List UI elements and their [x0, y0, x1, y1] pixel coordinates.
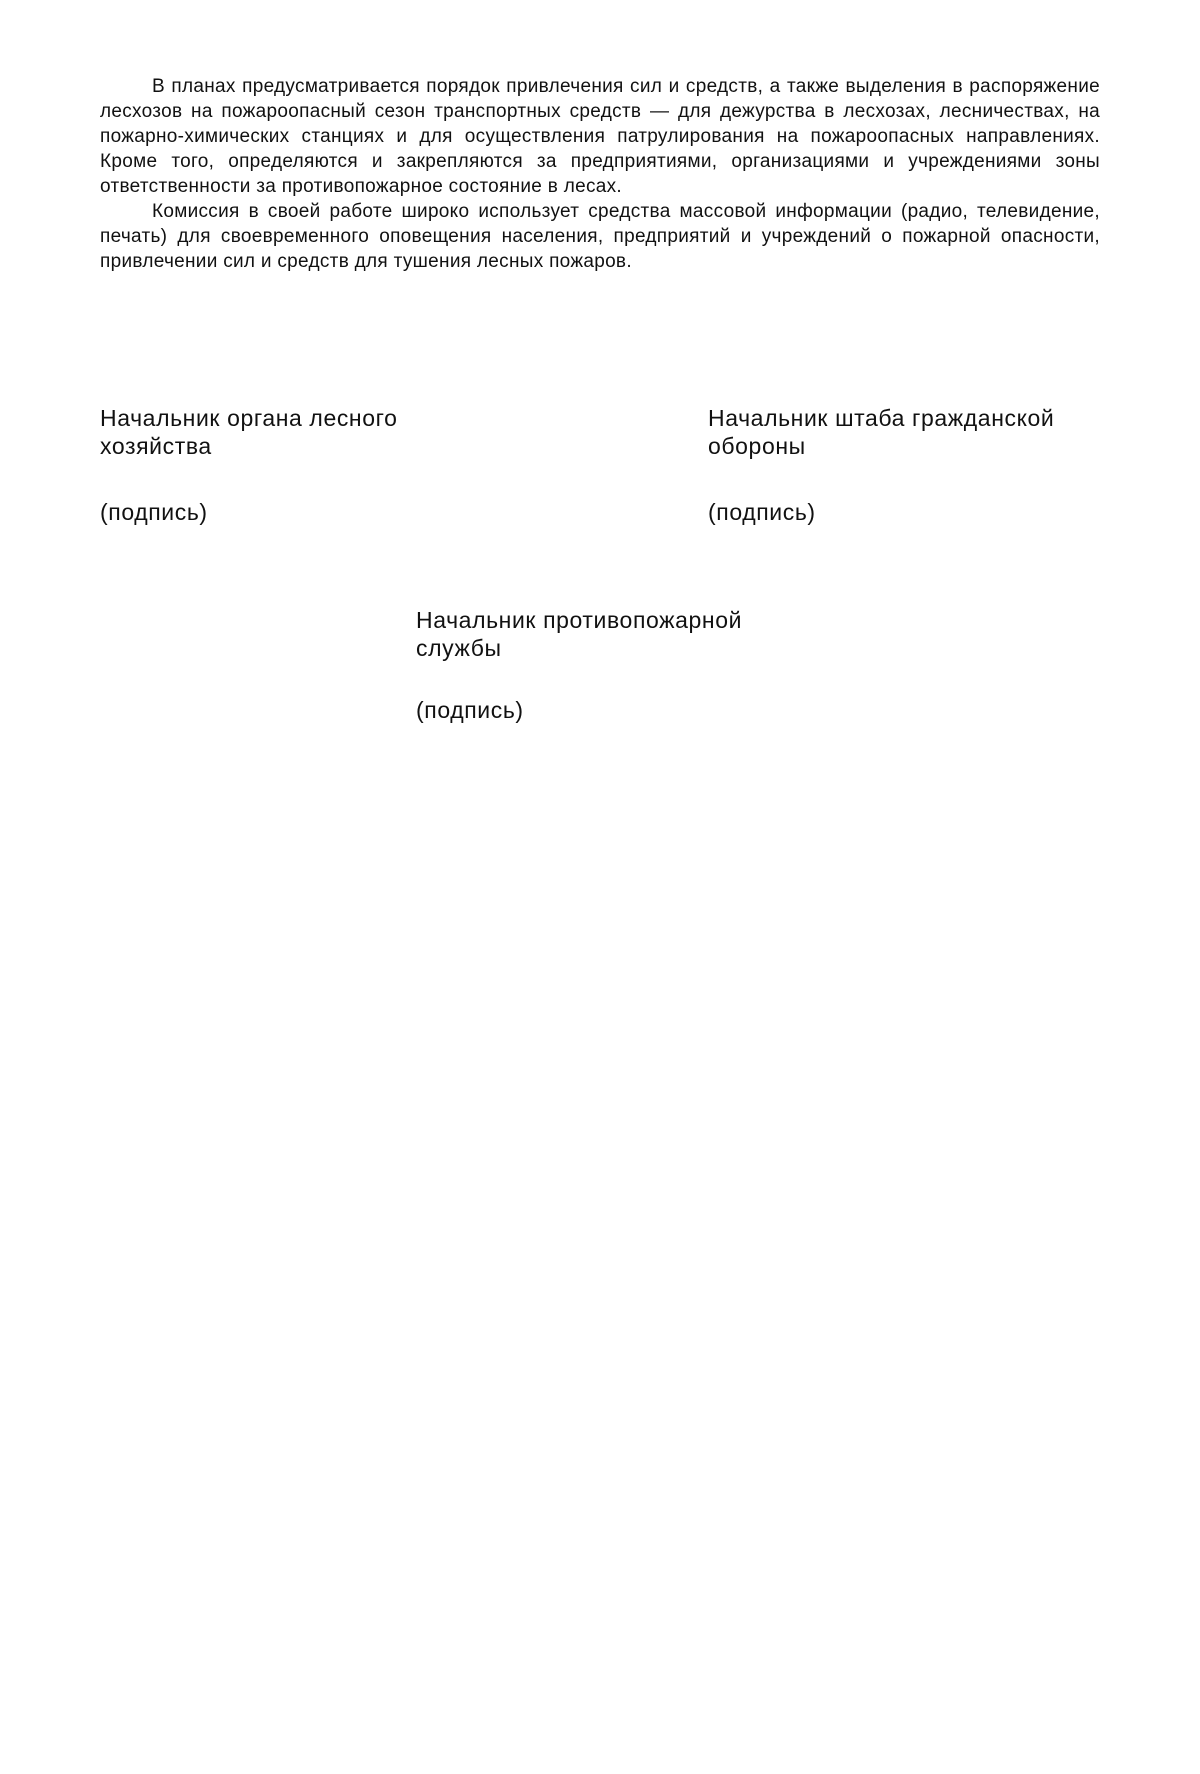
signature-block-forestry	[100, 404, 520, 526]
paragraph-plans: В планах предусматривается порядок привлечения сил и средств, а также выделения в распоряжение лесхозов на пожароопасный сезон транспортных средств — для дежурства в лесхозах, лесничествах, на пожарно-химических станциях и для осуществления патрулирования на пожароопасных направлениях. Кроме того, определяются и закрепляются за предприятиями, организациями и учреждениями зоны ответственности за противопожарное состояние в лесах.	[100, 76, 1100, 197]
body-text	[100, 74, 1100, 274]
signature-title-line: службы	[416, 635, 502, 661]
signature-title-line: Начальник штаба гражданской	[708, 405, 1055, 431]
paragraph-commission: Комиссия в своей работе широко использует средства массовой информации (радио, телевидение, печать) для своевременного оповещения населения, предприятий и учреждений о пожарной опасности, привлечении сил и средств для тушения лесных пожаров.	[100, 201, 1100, 272]
signature-title-line: хозяйства	[100, 433, 212, 459]
signature-placeholder: (подпись)	[708, 499, 816, 525]
signature-title-line: обороны	[708, 433, 806, 459]
signature-placeholder: (подпись)	[100, 499, 208, 525]
signature-title-line: Начальник противопожарной	[416, 607, 743, 633]
signature-block-civil-defense	[708, 404, 1128, 526]
signature-title-line: Начальник органа лесного	[100, 405, 398, 431]
signature-placeholder: (подпись)	[416, 697, 524, 723]
signature-block-fire-service	[416, 606, 836, 724]
